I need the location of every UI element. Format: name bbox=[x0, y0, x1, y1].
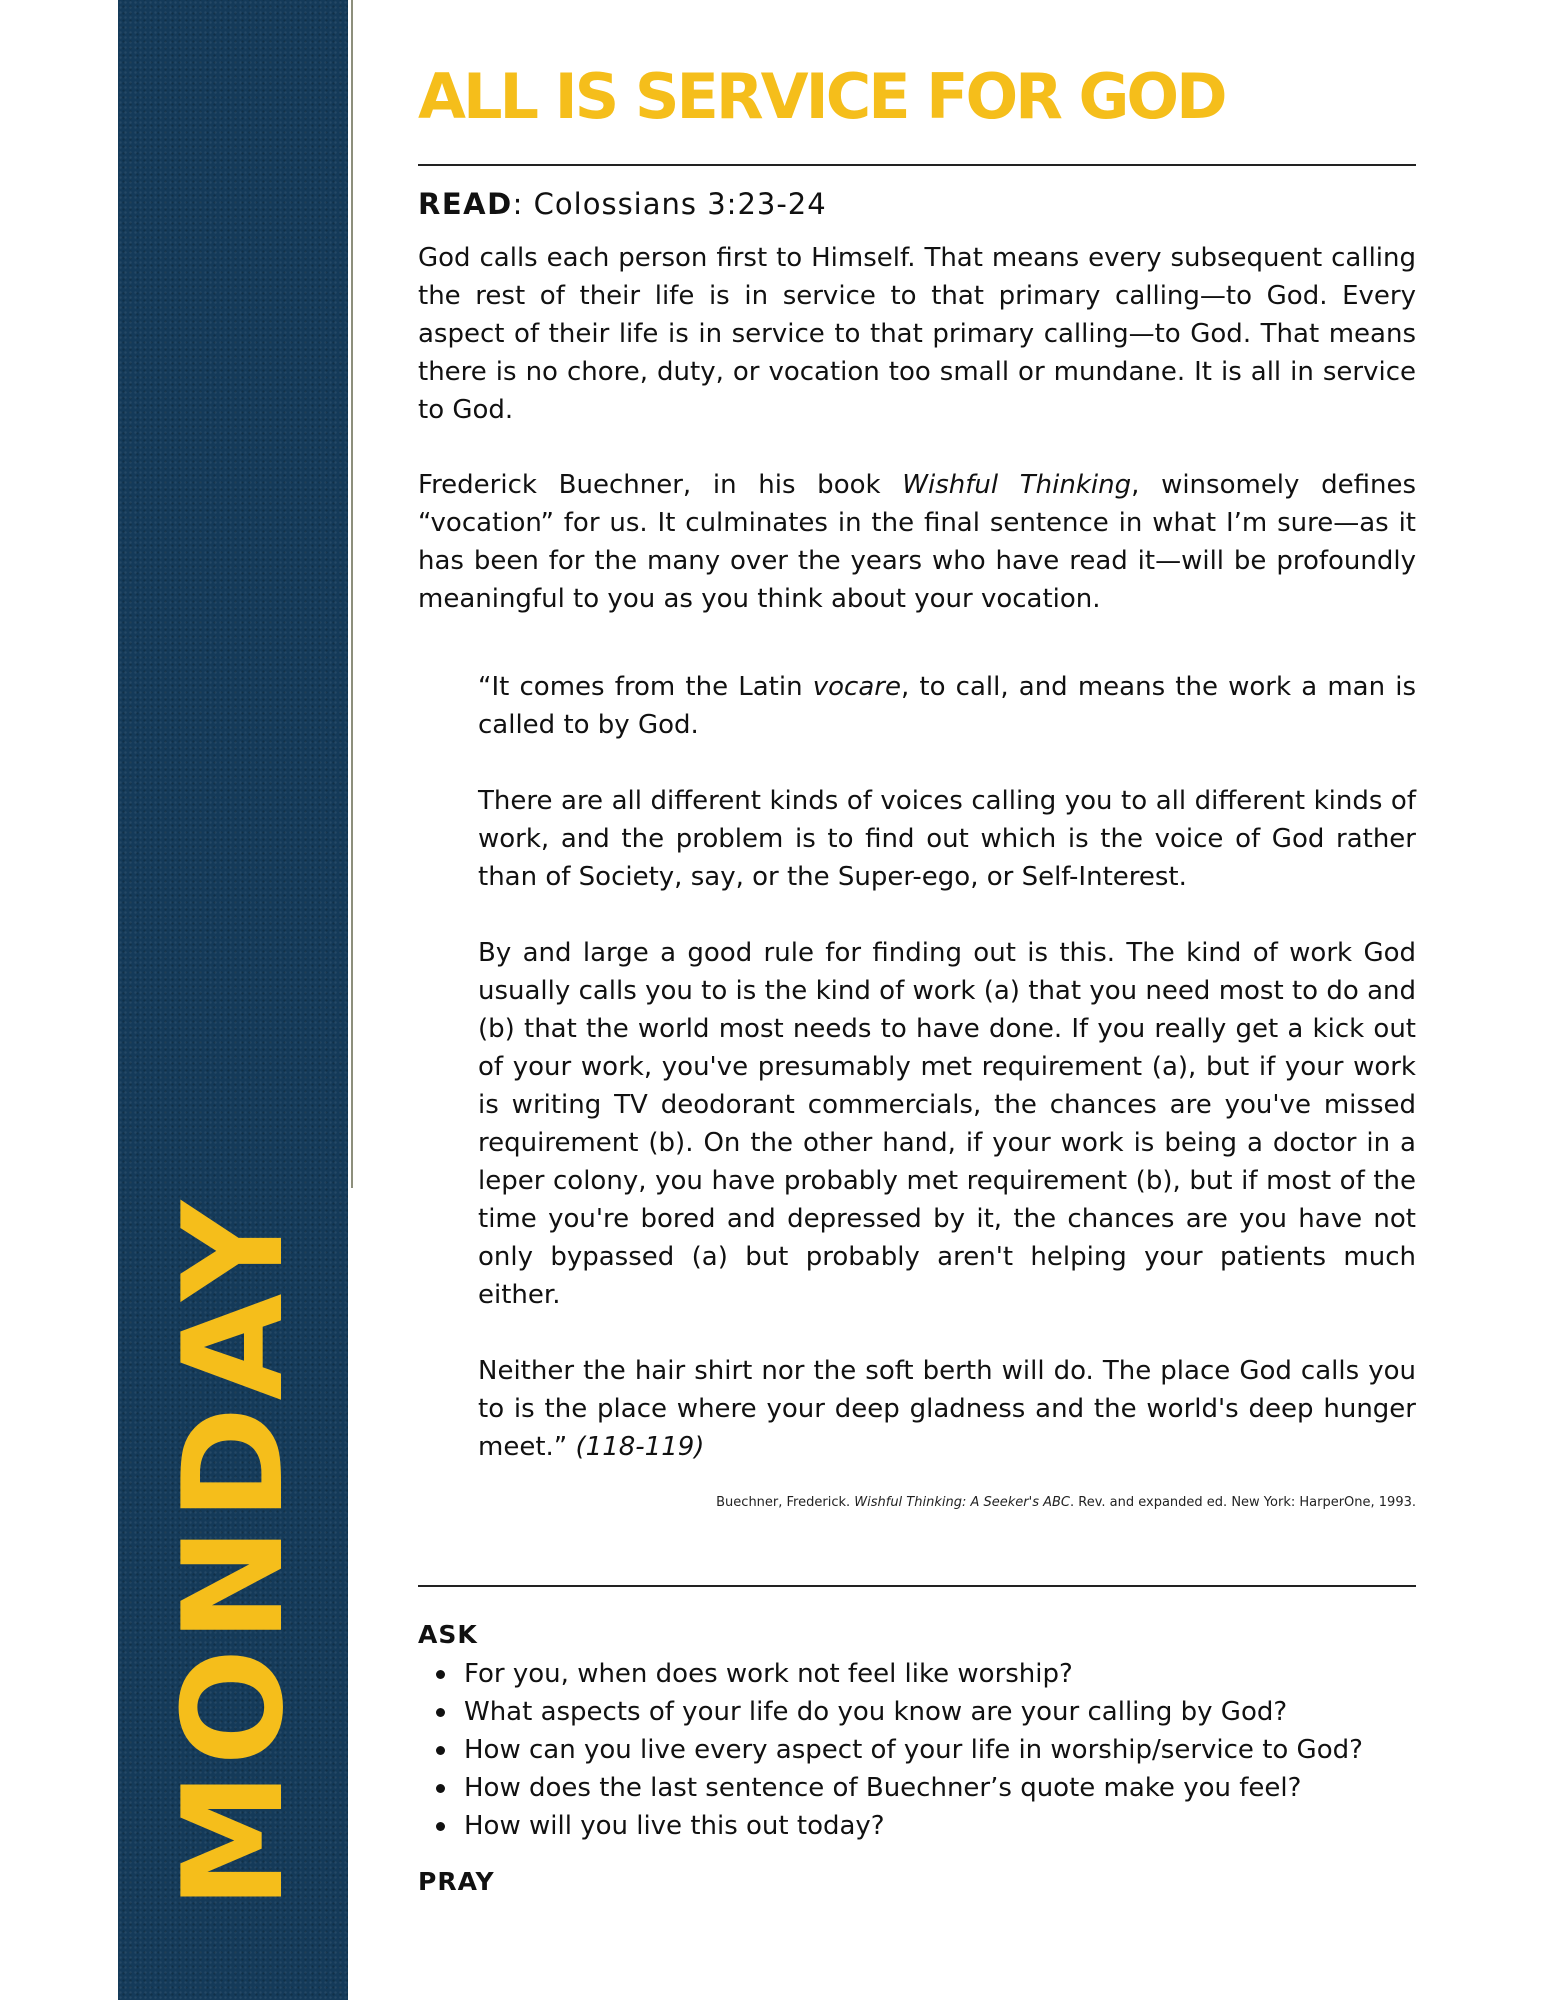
quote-4-text: Neither the hair shirt nor the soft berth will do. The place God calls you to is the place where your deep gladness and the world's deep hunger meet.” bbox=[478, 1356, 1416, 1462]
title-divider bbox=[418, 164, 1416, 166]
list-item bbox=[418, 1769, 1416, 1807]
citation-book: Wishful Thinking: A Seeker's ABC bbox=[854, 1495, 1070, 1510]
read-label: READ bbox=[418, 187, 513, 221]
list-item bbox=[418, 1693, 1416, 1731]
sidebar-divider-line bbox=[351, 0, 353, 1188]
page-title: ALL IS SERVICE FOR GOD bbox=[418, 60, 1225, 133]
intro-paragraph-1: God calls each person first to Himself. That means every subsequent calling the rest of their life is in service to that primary calling—to God. Every aspect of their life is in service to that primary calling—to God. That means there is no chore, duty, or vocation too small or mundane. It is all in service to God. bbox=[418, 243, 1416, 425]
quote-1-end: , to call, and means the work a man is called to by God. bbox=[478, 672, 1416, 740]
intro-paragraph-2 bbox=[418, 466, 1416, 618]
citation bbox=[478, 1494, 1416, 1512]
list-item bbox=[418, 1807, 1416, 1845]
question-text: How does the last sentence of Buechner’s quote make you feel? bbox=[464, 1773, 1302, 1803]
question-text: For you, when does work not feel like worship? bbox=[464, 1659, 1073, 1689]
list-item bbox=[418, 1731, 1416, 1769]
ask-question-list bbox=[418, 1655, 1416, 1845]
scripture-reference: Colossians 3:23-24 bbox=[533, 187, 827, 221]
book-title: Wishful Thinking bbox=[902, 470, 1132, 500]
quote-1-start: “It comes from the Latin bbox=[478, 672, 813, 702]
section-divider bbox=[418, 1585, 1416, 1587]
quote-paragraph-4 bbox=[478, 1352, 1416, 1466]
question-text: What aspects of your life do you know are your calling by God? bbox=[464, 1697, 1288, 1727]
bullet-icon bbox=[436, 1746, 445, 1755]
question-text: How will you live this out today? bbox=[464, 1811, 885, 1841]
bullet-icon bbox=[436, 1822, 445, 1831]
question-text: How can you live every aspect of your life in worship/service to God? bbox=[464, 1735, 1363, 1765]
quote-paragraph-2: There are all different kinds of voices calling you to all different kinds of work, and the problem is to find out which is the voice of God rather than of Society, say, or the Super-ego, or Self-Interest. bbox=[478, 786, 1416, 892]
pray-heading: PRAY bbox=[418, 1867, 495, 1896]
citation-rest: . Rev. and expanded ed. New York: HarperOne, 1993. bbox=[1070, 1495, 1416, 1510]
quote-paragraph-1 bbox=[478, 668, 1416, 744]
latin-word: vocare bbox=[812, 672, 901, 702]
ask-heading: ASK bbox=[418, 1620, 478, 1649]
bullet-icon bbox=[436, 1670, 445, 1679]
list-item bbox=[418, 1655, 1416, 1693]
quote-paragraph-3: By and large a good rule for finding out is this. The kind of work God usually calls you to is the kind of work (a) that you need most to do and (b) that the world most needs to have done. If you really get a kick out of your work, you've presumably met requirement (a), but if your work is writing TV deodorant commercials, the chances are you've missed requirement (b). On the other hand, if your work is being a doctor in a leper colony, you have probably met requirement (b), but if most of the time you're bored and depressed by it, the chances are you have not only bypassed (a) but probably aren't helping your patients much either. bbox=[478, 938, 1416, 1310]
quote-pages: (118-119) bbox=[575, 1432, 705, 1462]
day-label: MONDAY bbox=[153, 1194, 314, 1910]
intro-paragraph-2-end: , winsomely defines “vocation” for us. It culminates in the final sentence in what I’m sure—as it has been for the many over the years who have read it—will be profoundly meaningful to you as you think about your vocation. bbox=[418, 470, 1417, 614]
read-reference bbox=[418, 186, 827, 222]
bullet-icon bbox=[436, 1708, 445, 1717]
intro-paragraph-2-start: Frederick Buechner, in his book bbox=[418, 470, 903, 500]
read-separator: : bbox=[512, 187, 534, 221]
bullet-icon bbox=[436, 1784, 445, 1793]
citation-author: Buechner, Frederick. bbox=[716, 1495, 855, 1510]
